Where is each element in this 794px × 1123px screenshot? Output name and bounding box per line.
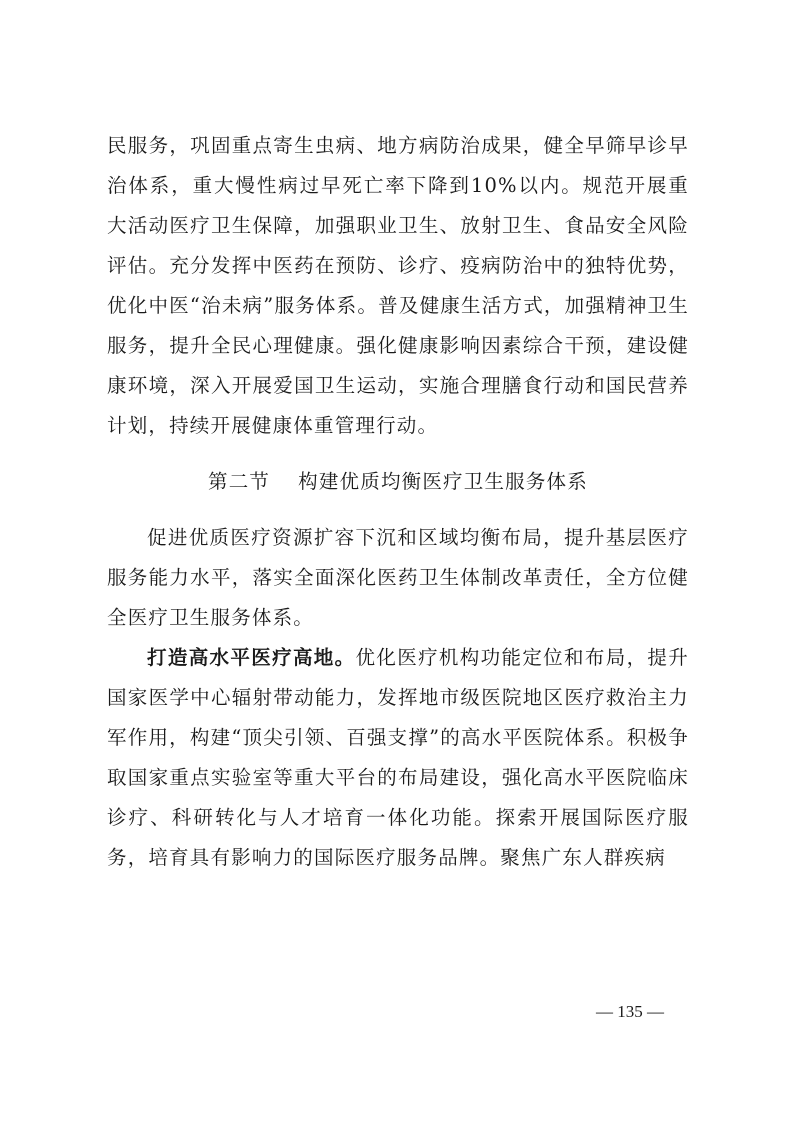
page-number: — 135 — (596, 1002, 664, 1021)
section-title: 构建优质均衡医疗卫生服务体系 (298, 470, 588, 493)
body-paragraph-2: 促进优质医疗资源扩容下沉和区域均衡布局，提升基层医疗服务能力水平，落实全面深化医药卫生体制改革责任，全方位健全医疗卫生服务体系。 (107, 526, 689, 629)
body-paragraph-3 (107, 638, 689, 878)
section-number: 第二节 (208, 470, 271, 493)
section-heading (107, 462, 689, 502)
body-paragraph-1: 民服务，巩固重点寄生虫病、地方病防治成果，健全早筛早诊早治体系，重大慢性病过早死亡率下降到10%以内。规范开展重大活动医疗卫生保障，加强职业卫生、放射卫生、食品安全风险评估。充分发挥中医药在预防、诊疗、疫病防治中的独特优势，优化中医“治未病”服务体系。普及健康生活方式，加强精神卫生服务，提升全民心理健康。强化健康影响因素综合干预，建设健康环境，深入开展爱国卫生运动，实施合理膳食行动和国民营养计划，持续开展健康体重管理行动。 (107, 134, 689, 437)
paragraph-3-body: 优化医疗机构功能定位和布局，提升国家医学中心辐射带动能力，发挥地市级医院地区医疗救治主力军作用，构建“顶尖引领、百强支撑”的高水平医院体系。积极争取国家重点实验室等重大平台的布局建设，强化高水平医院临床诊疗、科研转化与人才培育一体化功能。探索开展国际医疗服务，培育具有影响力的国际医疗服务品牌。聚焦广东人群疾病 (107, 646, 689, 869)
paragraph-lead-heading: 打造高水平医疗高地。 (147, 646, 356, 669)
